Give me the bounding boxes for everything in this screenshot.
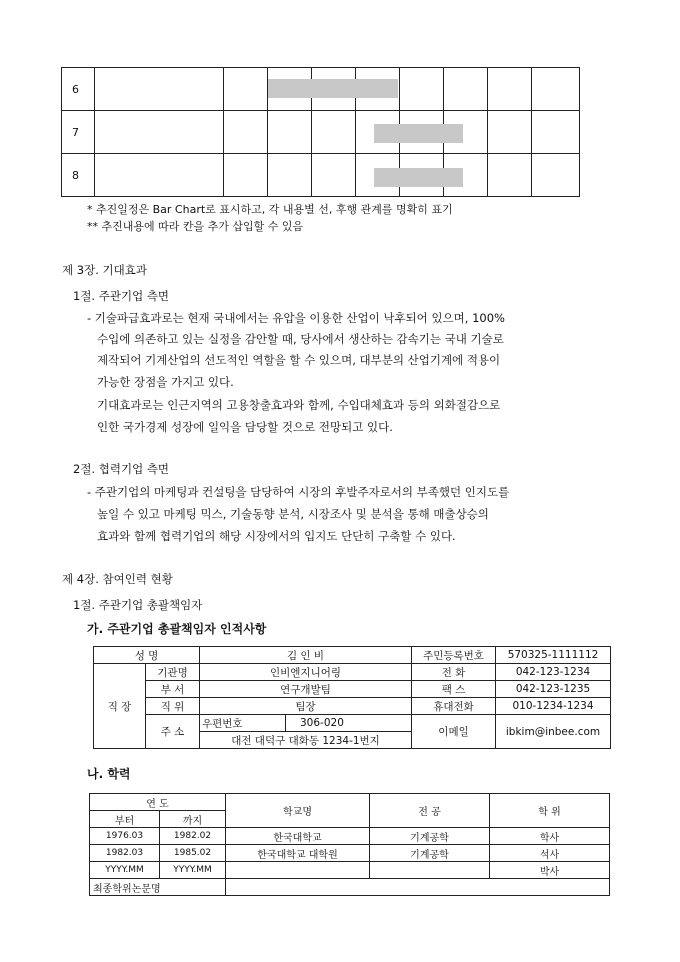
subsection-b-title: 나. 학력 [87, 767, 131, 781]
education-table [89, 793, 610, 896]
schedule-row-number: 6 [62, 68, 95, 111]
chapter3-section1-line: 가능한 장점을 가지고 있다. [97, 375, 234, 389]
subsection-a-title: 가. 주관기업 총괄책임자 인적사항 [87, 622, 267, 636]
from-header: 부터 [90, 811, 160, 828]
edu-major: 기계공학 [370, 828, 490, 845]
name-value: 김 인 비 [200, 647, 412, 664]
chapter3-section1-line: 수입에 의존하고 있는 실정을 감안할 때, 당사에서 생산하는 감속기는 국내 기술로 [97, 332, 504, 346]
dept-value: 연구개발팀 [200, 681, 412, 698]
name-label: 성 명 [94, 647, 200, 664]
chapter3-section2-line: - 주관기업의 마케팅과 컨설팅을 담당하여 시장의 후발주자로서의 부족했던 인지도를 [87, 485, 510, 499]
schedule-row-number: 8 [62, 154, 95, 197]
fax-value: 042-123-1235 [496, 681, 611, 698]
edu-major [370, 862, 490, 879]
edu-major: 기계공학 [370, 845, 490, 862]
schedule-row [62, 111, 580, 154]
edu-to: YYYY.MM [160, 862, 226, 879]
position-value: 팀장 [200, 698, 412, 715]
email-value: ibkim@inbee.com [496, 715, 611, 749]
thesis-value [226, 879, 610, 896]
major-header: 전 공 [370, 794, 490, 828]
edu-degree: 박사 [490, 862, 610, 879]
address-label: 주 소 [146, 715, 200, 749]
table-row [90, 862, 610, 879]
tel-value: 042-123-1234 [496, 664, 611, 681]
id-label: 주민등록번호 [412, 647, 496, 664]
edu-degree: 학사 [490, 828, 610, 845]
schedule-note-2: ** 추진내용에 따라 칸을 추가 삽입할 수 있음 [87, 220, 304, 233]
chapter4-section1-title: 1절. 주관기업 총괄책임자 [73, 598, 203, 612]
table-row [90, 845, 610, 862]
zip-label: 우편번호 [200, 715, 286, 732]
edu-to: 1982.02 [160, 828, 226, 845]
position-label: 직 위 [146, 698, 200, 715]
chapter3-section1-line: 인한 국가경제 성장에 일익을 담당할 것으로 전망되고 있다. [97, 420, 393, 434]
edu-from: 1982.03 [90, 845, 160, 862]
address-value: 대전 대덕구 대화동 1234-1번지 [200, 732, 412, 749]
schedule-bar-8 [374, 168, 463, 187]
year-header: 연 도 [90, 794, 226, 811]
schedule-row [62, 154, 580, 197]
thesis-label: 최종학위논문명 [90, 879, 226, 896]
edu-from: YYYY.MM [90, 862, 160, 879]
edu-degree: 석사 [490, 845, 610, 862]
person-info-table [93, 646, 611, 749]
chapter3-section2-line: 높일 수 있고 마케팅 믹스, 기술동향 분석, 시장조사 및 분석을 통해 매출상승의 [97, 507, 489, 521]
chapter3-section2-title: 2절. 협력기업 측면 [73, 462, 170, 476]
edu-school: 한국대학교 [226, 828, 370, 845]
schedule-note-1: * 추진일정은 Bar Chart로 표시하고, 각 내용별 선, 후행 관계를 명확히 표기 [87, 203, 453, 216]
chapter3-section1-title: 1절. 주관기업 측면 [73, 289, 170, 303]
to-header: 까지 [160, 811, 226, 828]
email-label: 이메일 [412, 715, 496, 749]
table-row [90, 828, 610, 845]
schedule-row-number: 7 [62, 111, 95, 154]
edu-to: 1985.02 [160, 845, 226, 862]
schedule-bar-6 [268, 79, 398, 98]
id-value: 570325-1111112 [496, 647, 611, 664]
tel-label: 전 화 [412, 664, 496, 681]
org-label: 기관명 [146, 664, 200, 681]
degree-header: 학 위 [490, 794, 610, 828]
dept-label: 부 서 [146, 681, 200, 698]
edu-from: 1976.03 [90, 828, 160, 845]
schedule-bar-7 [374, 124, 463, 143]
mobile-label: 휴대전화 [412, 698, 496, 715]
mobile-value: 010-1234-1234 [496, 698, 611, 715]
school-header: 학교명 [226, 794, 370, 828]
org-value: 인비엔지니어링 [200, 664, 412, 681]
edu-school [226, 862, 370, 879]
job-label: 직 장 [94, 664, 146, 749]
zip-value: 306-020 [286, 715, 412, 732]
chapter3-section1-line: - 기술파급효과로는 현재 국내에서는 유압을 이용한 산업이 낙후되어 있으며, 100% [87, 311, 505, 325]
chapter3-section1-line: 제작되어 기계산업의 선도적인 역할을 할 수 있으며, 대부분의 산업기계에 적용이 [97, 353, 501, 367]
chapter3-section1-line: 기대효과로는 인근지역의 고용창출효과와 함께, 수입대체효과 등의 외화절감으로 [97, 398, 501, 412]
chapter3-title: 제 3장. 기대효과 [62, 263, 147, 277]
chapter4-title: 제 4장. 참여인력 현황 [62, 572, 173, 586]
edu-school: 한국대학교 대학원 [226, 845, 370, 862]
fax-label: 팩 스 [412, 681, 496, 698]
chapter3-section2-line: 효과와 함께 협력기업의 해당 시장에서의 입지도 단단히 구축할 수 있다. [97, 529, 456, 543]
